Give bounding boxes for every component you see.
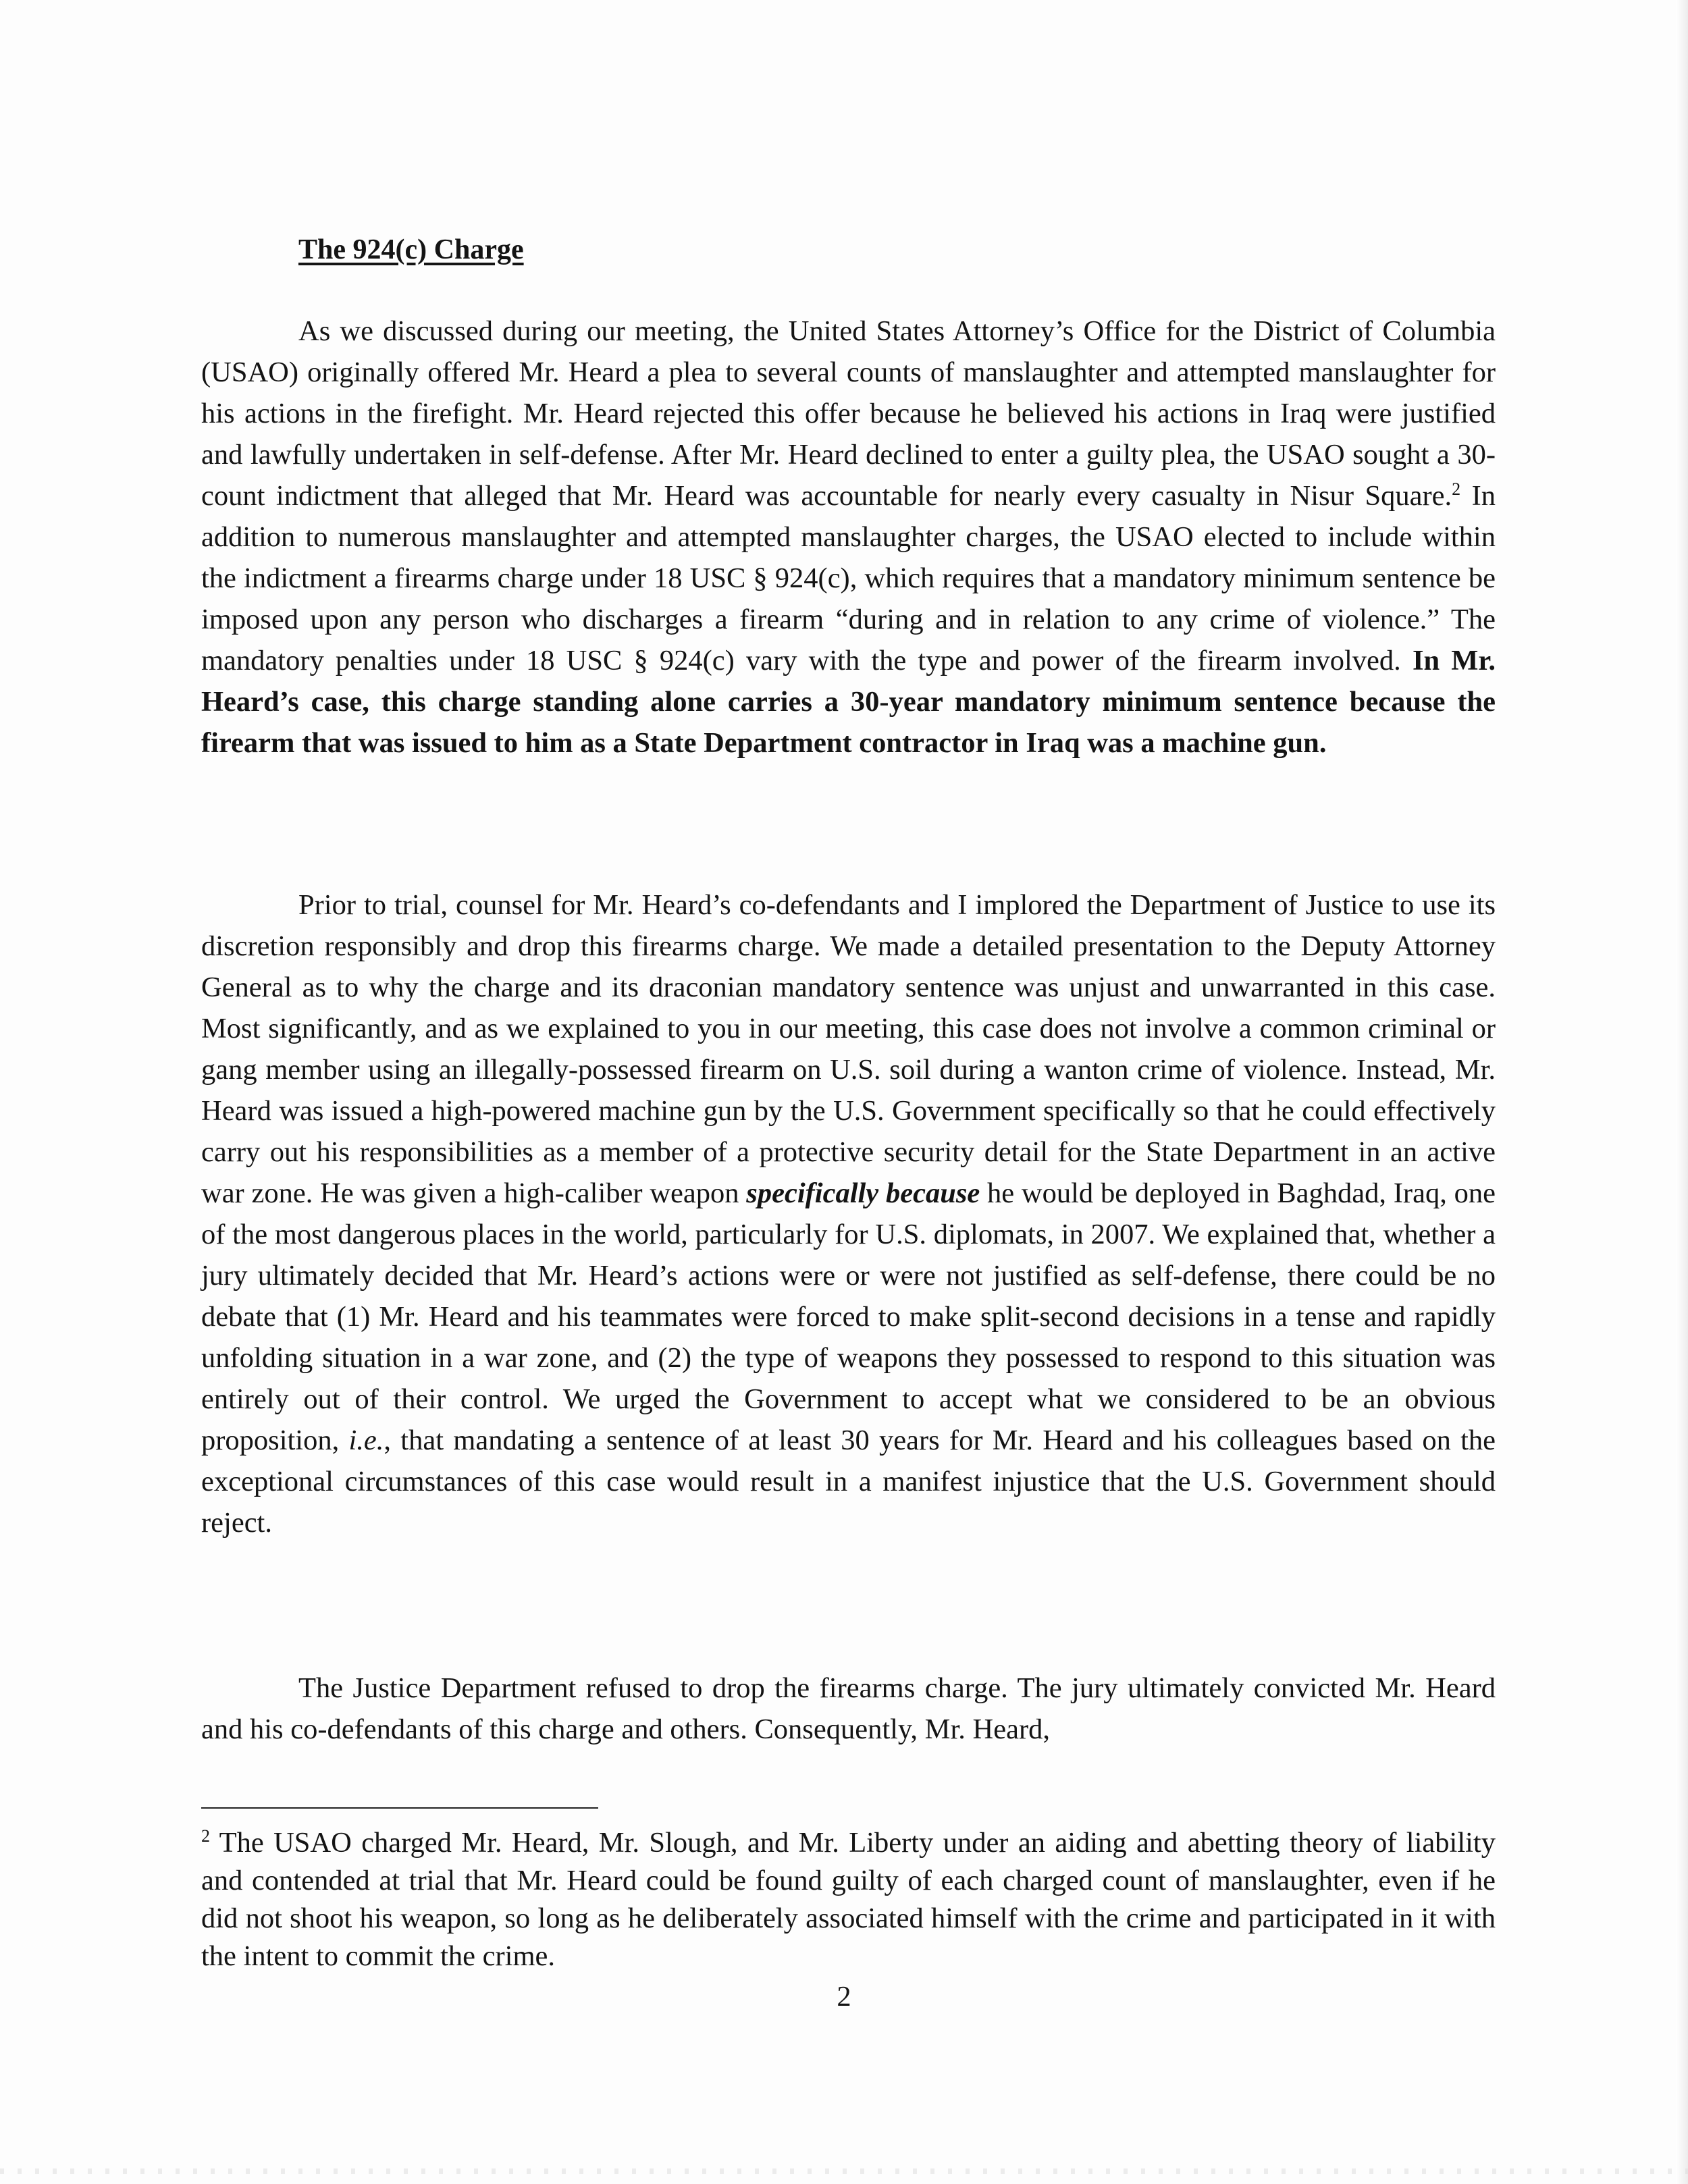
footnote-reference: 2 — [1452, 479, 1461, 499]
paragraph-2 — [201, 884, 1496, 1543]
scan-page-edge — [1676, 0, 1688, 2184]
paragraph-1-bold-text: In Mr. Heard’s case, this charge standing alone carries a 30-year mandatory minimum sentence because the firearm that was issued to him as a State Department contractor in Iraq was a machine gun. — [201, 645, 1496, 759]
paragraph-1 — [201, 311, 1496, 764]
paragraph-1-text-b: In addition to numerous manslaughter and attempted manslaughter charges, the USAO elected to include within the indictment a firearms charge under 18 USC § 924(c), which requires that a mandatory minimum sentence be imposed upon any person who discharges a firearm “during and in relation to any crime of violence.” The mandatory penalties under 18 USC § 924(c) vary with the type and power of the firearm involved. — [201, 480, 1496, 676]
footnote-text: The USAO charged Mr. Heard, Mr. Slough, and Mr. Liberty under an aiding and abetting theory of liability and contended at trial that Mr. Heard could be found guilty of each charged count of manslaughter, even if he did not shoot his weapon, so long as he deliberately associated himself with the crime and participated in it with the intent to commit the crime. — [201, 1827, 1496, 1972]
section-heading: The 924(c) Charge — [298, 234, 524, 265]
scan-bottom-artifact — [0, 2168, 1688, 2174]
paragraph-2-text-b: he would be deployed in Baghdad, Iraq, one of the most dangerous places in the world, particularly for U.S. diplomats, in 2007. We explained that, whether a jury ultimately decided that Mr. Heard’s actions were or were not justified as self-defense, there could be no debate that (1) Mr. Heard and his teammates were forced to make split-second decisions in a tense and rapidly unfolding situation in a war zone, and (2) the type of weapons they possessed to respond to this situation was entirely out of their control. We urged the Government to accept what we considered to be an obvious proposition, — [201, 1177, 1496, 1456]
paragraph-2-text-a: Prior to trial, counsel for Mr. Heard’s co-defendants and I implored the Department of Justice to use its discretion responsibly and drop this firearms charge. We made a detailed presentation to the Deputy Attorney General as to why the charge and its draconian mandatory sentence was unjust and unwarranted in this case. Most significantly, and as we explained to you in our meeting, this case does not involve a common criminal or gang member using an illegally-possessed firearm on U.S. soil during a wanton crime of violence. Instead, Mr. Heard was issued a high-powered machine gun by the U.S. Government specifically so that he could effectively carry out his responsibilities as a member of a protective security detail for the State Department in an active war zone. He was given a high-caliber weapon — [201, 889, 1496, 1209]
paragraph-3: The Justice Department refused to drop the firearms charge. The jury ultimately convicted Mr. Heard and his co-defendants of this charge and others. Consequently, Mr. Heard, — [201, 1672, 1496, 1745]
paragraph-2-text-c: , that mandating a sentence of at least 30 years for Mr. Heard and his colleagues based on the exceptional circumstances of this case would result in a manifest injustice that the U.S. Government should reject. — [201, 1424, 1496, 1539]
footnote — [201, 1824, 1496, 1975]
paragraph-2-emphasis: specifically because — [746, 1177, 980, 1209]
page-number: 2 — [837, 1981, 851, 2013]
paragraph-2-ie: i.e. — [348, 1424, 384, 1456]
footnote-divider — [201, 1807, 598, 1809]
footnote-number: 2 — [201, 1826, 210, 1846]
paragraph-1-text-a: As we discussed during our meeting, the United States Attorney’s Office for the District of Columbia (USAO) originally offered Mr. Heard a plea to several counts of manslaughter and attempted manslaughter for his actions in the firefight. Mr. Heard rejected this offer because he believed his actions in Iraq were justified and lawfully undertaken in self-defense. After Mr. Heard declined to enter a guilty plea, the USAO sought a 30-count indictment that alleged that Mr. Heard was accountable for nearly every casualty in Nisur Square. — [201, 315, 1496, 512]
